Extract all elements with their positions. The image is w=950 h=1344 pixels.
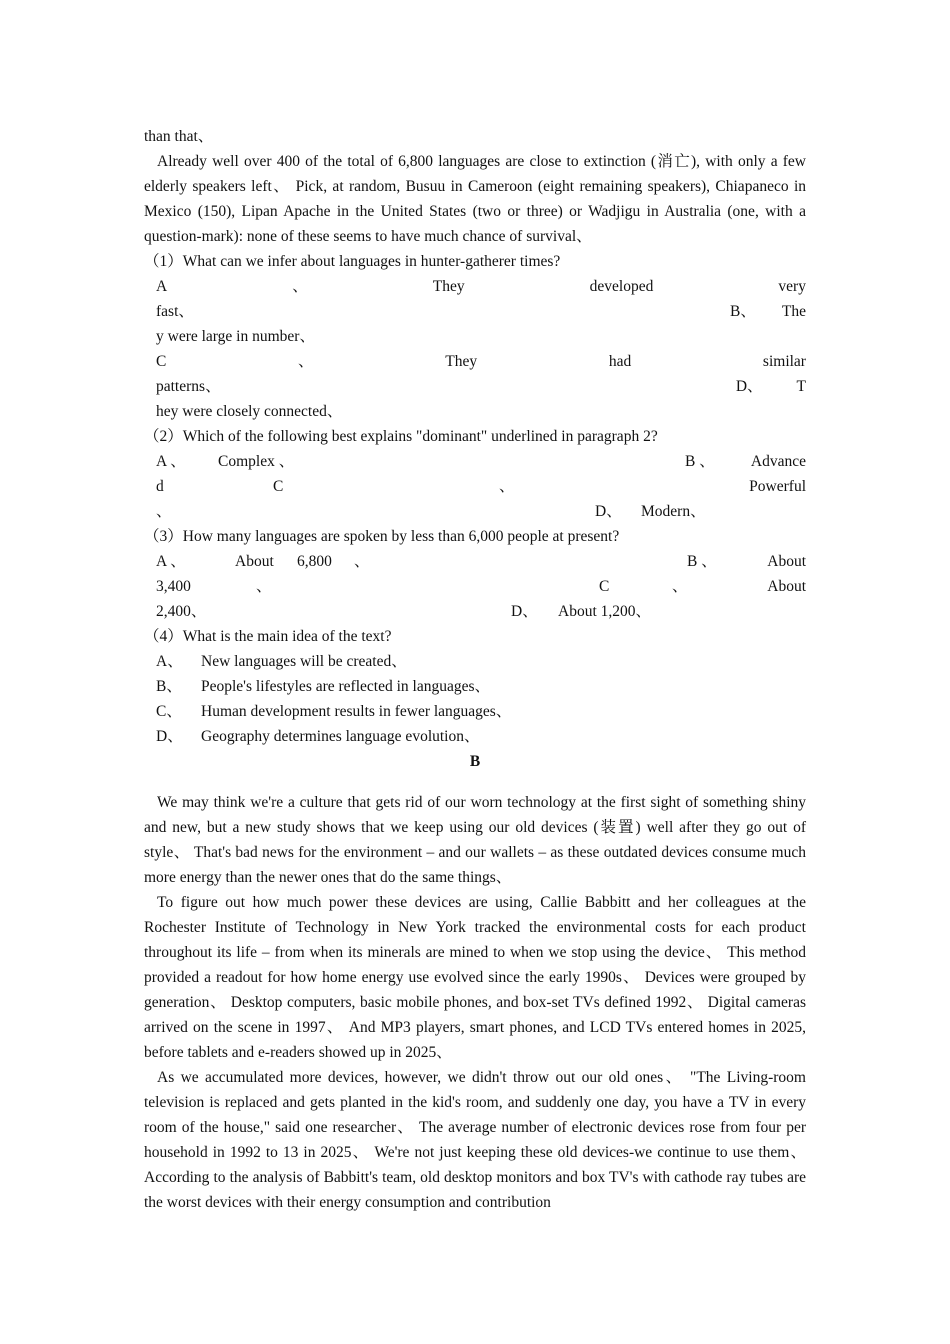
question-1-option-line: fast、 B、 The [156,303,806,320]
question-2-option-line: d C 、 Powerful [156,478,806,495]
question-2-option-line: A 、 Complex 、 B 、 Advance [156,453,806,470]
question-3-stem: （3）How many languages are spoken by less than 6,000 people at present? [144,528,620,545]
passage-a-paragraph: Already well over 400 of the total of 6,800 languages are close to extinction (消亡), with only a few elderly speakers left、 Pick, at random, Busuu in Cameroon (eight remaining speakers), Chiapaneco in Mexico (150), Lipan Apache in the United States (two or three) or Wadjigu in Australia (one, with a question-mark): none of these seems to have much chance of survival、 [144,153,806,245]
question-1-option-line: C 、 They had similar [156,353,806,370]
question-1-option-line: hey were closely connected、 [156,403,343,420]
question-3-option-line: A 、 About 6,800 、 B 、 About [156,553,806,570]
question-2-stem: （2）Which of the following best explains "dominant" underlined in paragraph 2? [144,428,658,445]
question-4-option-b: B、 People's lifestyles are reflected in languages、 [156,678,491,695]
question-4-option-d: D、 Geography determines language evolution、 [156,728,480,745]
question-1-option-line: y were large in number、 [156,328,315,345]
question-1-option-line: patterns、 D、 T [156,378,806,395]
question-2-option-line: 、 D、 Modern、 [156,503,706,520]
section-b-paragraph-1: We may think we're a culture that gets rid of our worn technology at the first sight of something shiny and new, but a new study shows that we keep using our old devices (装置) well after they go out of style、 That's bad news for the environment – and our wallets – as these outdated devices consume much more energy than the newer ones that do the same things、 [144,794,806,886]
question-3-option-line: 2,400、 D、 About 1,200、 [156,603,652,620]
question-1-option-line: A 、 They developed very [156,278,806,295]
document-page [144,124,806,1215]
question-4-option-c: C、 Human development results in fewer languages、 [156,703,512,720]
question-4-stem: （4）What is the main idea of the text? [144,628,392,645]
question-4-option-a: A、 New languages will be created、 [156,653,407,670]
section-b-paragraph-3: As we accumulated more devices, however, we didn't throw out our old ones、 "The Living-room television is replaced and gets planted in the kid's room, and suddenly one day, you have a TV in every room of the house," said one researcher、 The average number of electronic devices rose from four per household in 1992 to 13 in 2025、 We're not just keeping these old devices-we continue to use them、 According to the analysis of Babbitt's team, old desktop monitors and box TV's with cathode ray tubes are the worst devices with their energy consumption and contribution [144,1069,806,1211]
section-b-heading: B [469,753,481,770]
question-1-stem: （1）What can we infer about languages in hunter-gatherer times? [144,253,561,270]
section-b-paragraph-2: To figure out how much power these devices are using, Callie Babbitt and her colleagues at the Rochester Institute of Technology in New York tracked the environmental costs for each product throughout its life – from when its minerals are mined to when we stop using the device、 This method provided a readout for how home energy use evolved since the early 1990s、 Devices were grouped by generation、 Desktop computers, basic mobile phones, and box-set TVs defined 1992、 Digital cameras arrived on the scene in 1997、 And MP3 players, smart phones, and LCD TVs entered homes in 2025, before tablets and e-readers showed up in 2025、 [144,894,806,1061]
question-3-option-line: 3,400 、 C 、 About [156,578,806,595]
spacer [144,774,806,790]
passage-a-carryover-line: than that、 [144,128,214,145]
